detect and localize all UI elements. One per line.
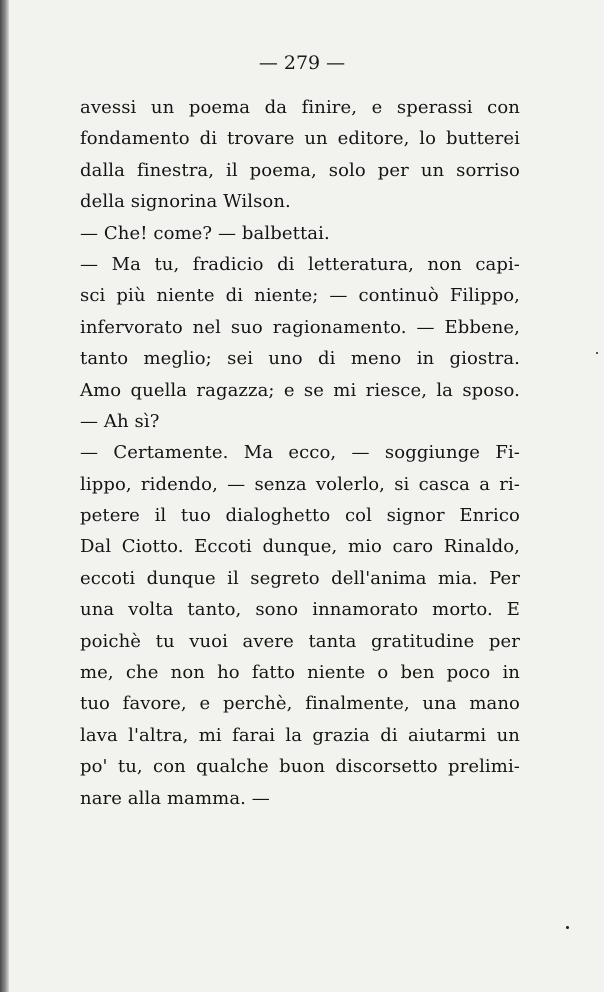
text-line: dalla finestra, il poema, solo per un sorriso (80, 159, 520, 181)
text-line: lava l'altra, mi farai la grazia di aiutarmi un (80, 724, 520, 746)
text-line: infervorato nel suo ragionamento. — Ebbene, (80, 316, 520, 338)
text-line: poichè tu vuoi avere tanta gratitudine per (80, 630, 520, 652)
text-line: po' tu, con qualche buon discorsetto prelimi- (80, 756, 520, 778)
text-line: Dal Ciotto. Eccoti dunque, mio caro Rinaldo, (80, 536, 520, 558)
body-text (80, 92, 520, 814)
text-line: sci più niente di niente; — continuò Filippo, (80, 285, 520, 307)
paper-speck (566, 926, 569, 929)
text-line: avessi un poema da finire, e sperassi con (80, 97, 520, 118)
text-line: eccoti dunque il segreto dell'anima mia. Per (80, 567, 520, 589)
text-line: Amo quella ragazza; e se mi riesce, la sposo. (80, 379, 520, 401)
text-line: — Certamente. Ma ecco, — soggiunge Fi- (80, 442, 520, 464)
text-line: — Ah sì? (80, 410, 160, 432)
text-line: — Ma tu, fradicio di letteratura, non capi- (80, 253, 520, 275)
text-line: nare alla mamma. — (80, 787, 270, 809)
text-line: tanto meglio; sei uno di meno in giostra. (80, 348, 520, 370)
text-line: — Che! come? — balbettai. (80, 222, 330, 244)
paper-speck (596, 352, 598, 354)
text-line: una volta tanto, sono innamorato morto. E (80, 599, 520, 621)
text-line: della signorina Wilson. (80, 191, 291, 213)
text-line: lippo, ridendo, — senza volerlo, si casca a ri- (80, 473, 520, 495)
text-line: tuo favore, e perchè, finalmente, una mano (80, 693, 520, 715)
text-line: me, che non ho fatto niente o ben poco in (80, 662, 520, 684)
page-binding-edge (0, 0, 9, 992)
page-number: — 279 — (258, 52, 346, 74)
text-line: fondamento di trovare un editore, lo butterei (80, 128, 520, 150)
text-line: petere il tuo dialoghetto col signor Enrico (80, 505, 520, 527)
